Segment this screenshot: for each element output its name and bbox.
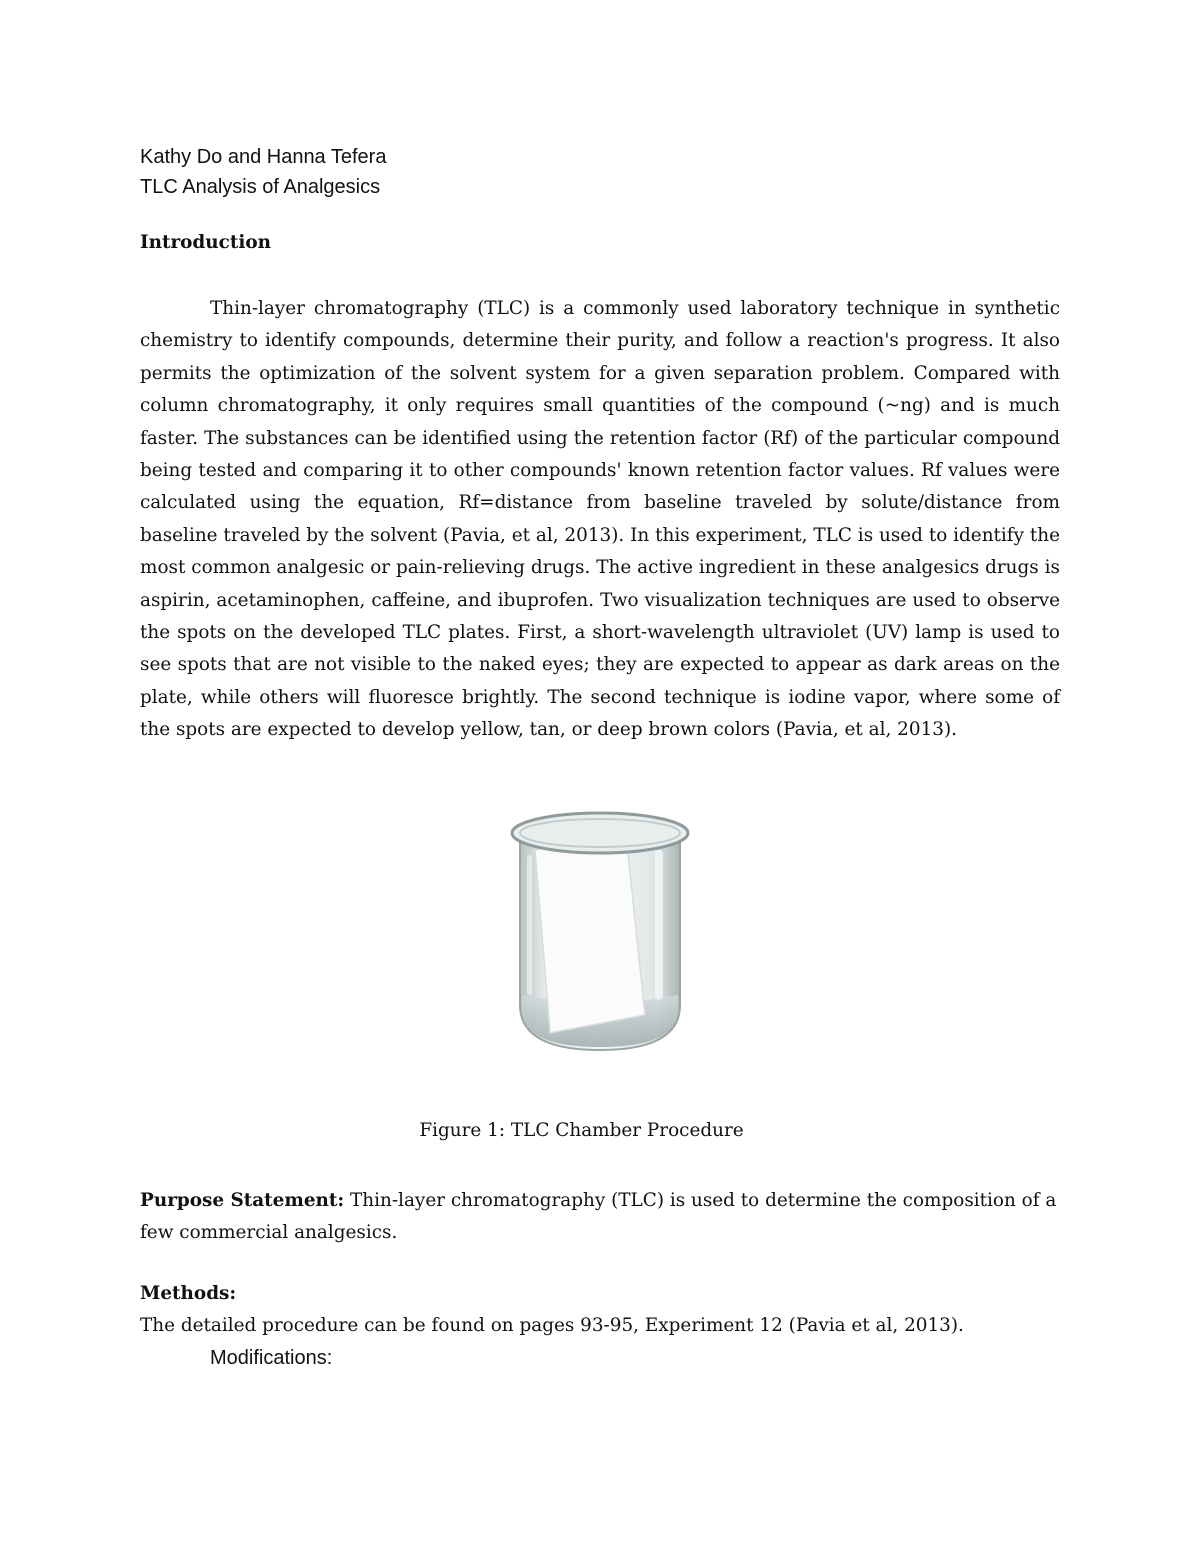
methods-paragraph: The detailed procedure can be found on pages 93-95, Experiment 12 (Pavia et al, 2013).: [140, 1315, 964, 1336]
introduction-heading: Introduction: [140, 232, 271, 253]
purpose-text: Thin-layer chromatography (TLC) is used to determine the composition of a few commercial analgesics.: [140, 1190, 1057, 1244]
authors-line: Kathy Do and Hanna Tefera: [140, 146, 387, 168]
purpose-statement: [140, 1185, 1060, 1250]
tlc-chamber-figure: [505, 805, 695, 1055]
introduction-paragraph: Thin-layer chromatography (TLC) is a commonly used laboratory technique in synthetic chemistry to identify compounds, determine their purity, and follow a reaction's progress. It also permits the optimization of the solvent system for a given separation problem. Compared with column chromatography, it only requires small quantities of the compound (~ng) and is much faster. The substances can be identified using the retention factor (Rf) of the particular compound being tested and comparing it to other compounds' known retention factor values. Rf values were calculated using the equation, Rf=distance from baseline traveled by solute/distance from baseline traveled by the solvent (Pavia, et al, 2013). In this experiment, TLC is used to identify the most common analgesic or pain-relieving drugs. The active ingredient in these analgesics drugs is aspirin, acetaminophen, caffeine, and ibuprofen. Two visualization techniques are used to observe the spots on the developed TLC plates. First, a short-wavelength ultraviolet (UV) lamp is used to see spots that are not visible to the naked eyes; they are expected to appear as dark areas on the plate, while others will fluoresce brightly. The second technique is iodine vapor, where some of the spots are expected to develop yellow, tan, or deep brown colors (Pavia, et al, 2013).: [140, 298, 1060, 741]
modifications-label: Modifications:: [210, 1347, 333, 1369]
methods-heading: Methods:: [140, 1283, 237, 1304]
purpose-label: Purpose Statement:: [140, 1190, 345, 1211]
document-title: TLC Analysis of Analgesics: [140, 176, 381, 198]
figure-caption: Figure 1: TLC Chamber Procedure: [419, 1120, 744, 1141]
